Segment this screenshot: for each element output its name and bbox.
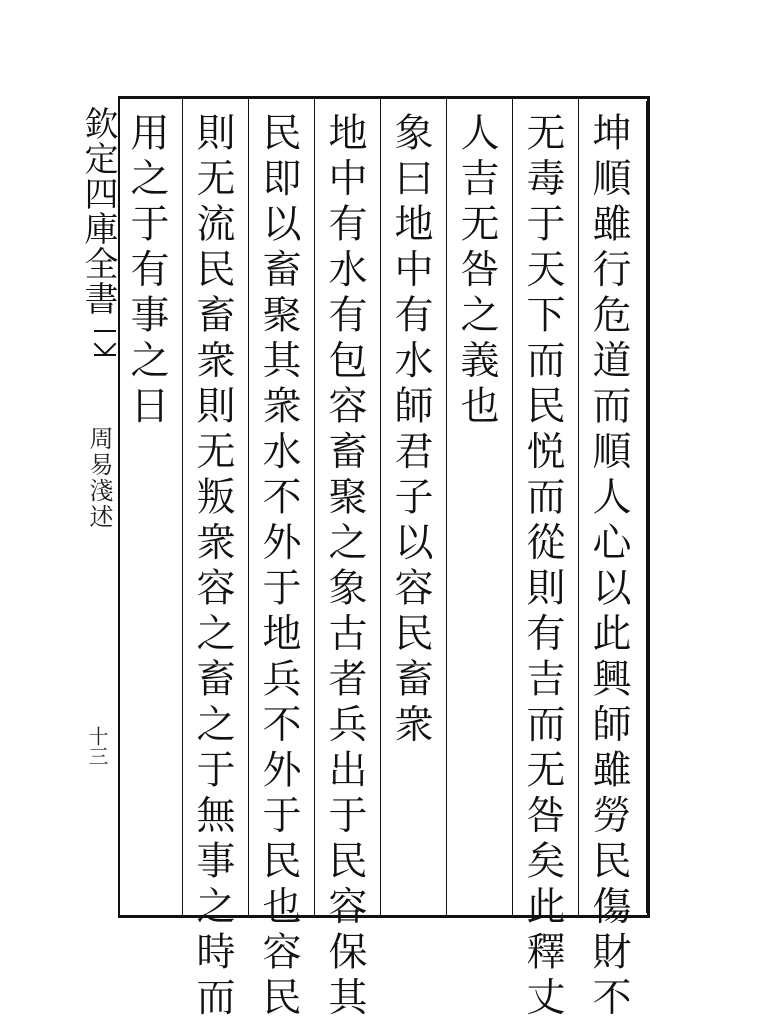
- column-text: 民即以畜聚其衆水不外于地兵不外于民也容民: [256, 112, 301, 1022]
- column-text: 地中有水有包容畜聚之象古者兵出于民容保其: [322, 112, 367, 1022]
- column-text: 人吉无咎之義也: [454, 112, 499, 431]
- column-text: 无毒于天下而民悦而從則有吉而无咎矣此釋丈: [520, 112, 565, 1022]
- text-column: [314, 112, 374, 1022]
- text-column: [182, 112, 242, 1022]
- text-column: [248, 112, 308, 1022]
- text-column: [578, 112, 638, 1022]
- book-title: 周易淺述: [85, 426, 113, 530]
- column-text: 坤順雖行危道而順人心以此興師雖勞民傷財不: [586, 112, 631, 1022]
- page-margin: [74, 96, 118, 918]
- text-column: [512, 112, 572, 1022]
- page-number: 十三: [85, 726, 109, 766]
- text-column: [446, 112, 506, 431]
- text-column: [380, 112, 440, 749]
- collection-header: 欽定四庫全書: [78, 106, 118, 316]
- text-column: [116, 112, 176, 431]
- fish-tail-mark: [94, 330, 116, 356]
- column-text: 用之于有事之日: [124, 112, 169, 431]
- column-text: 象曰地中有水師君子以容民畜衆: [388, 112, 433, 749]
- column-text: 則无流民畜衆則无叛衆容之畜之于無事之時而: [190, 112, 235, 1022]
